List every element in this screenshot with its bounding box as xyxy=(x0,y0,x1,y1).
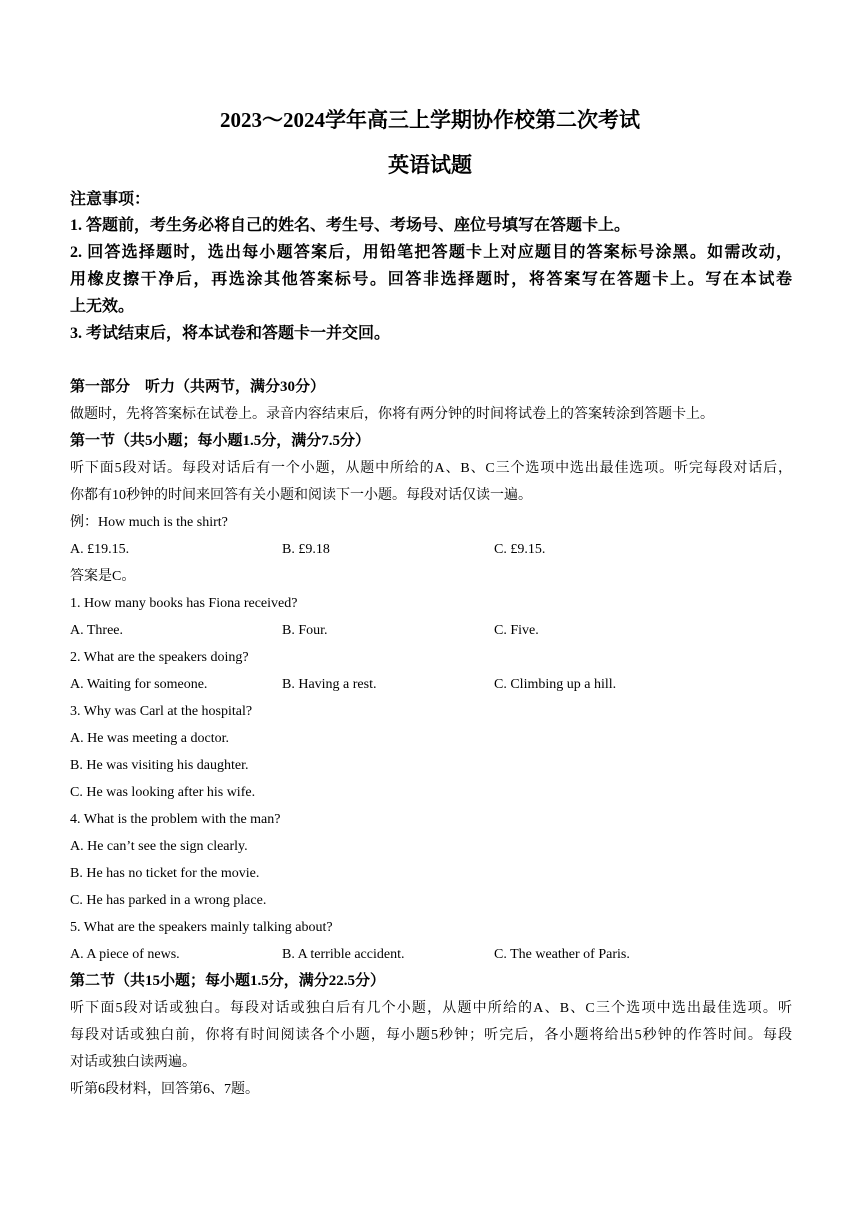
section1-intro-line-1: 听下面5段对话。每段对话后有一个小题，从题中所给的A、B、C三个选项中选出最佳选项。听完每段对话后， xyxy=(70,461,792,476)
example-option-c: C. £9.15. xyxy=(494,542,546,557)
section1-intro-line-2: 你都有10秒钟的时间来回答有关小题和阅读下一小题。每段对话仅读一遍。 xyxy=(70,488,532,503)
question-4-option-a: A. He can’t see the sign clearly. xyxy=(70,839,248,854)
notice-item-2-line-1: 2. 回答选择题时，选出每小题答案后，用铅笔把答题卡上对应题目的答案标号涂黑。如需改动， xyxy=(70,244,792,261)
question-5-option-c: C. The weather of Paris. xyxy=(494,947,630,962)
question-4-option-c: C. He has parked in a wrong place. xyxy=(70,893,267,908)
question-5-option-b: B. A terrible accident. xyxy=(282,947,405,962)
question-4-option-b: B. He has no ticket for the movie. xyxy=(70,866,260,881)
notice-item-2-line-3: 上无效。 xyxy=(70,298,135,315)
notice-heading: 注意事项： xyxy=(70,191,151,208)
question-5-option-a: A. A piece of news. xyxy=(70,947,180,962)
question-1: 1. How many books has Fiona received? xyxy=(70,596,298,611)
passage-6-instruction: 听第6段材料，回答第6、7题。 xyxy=(70,1082,259,1097)
exam-title: 2023～2024学年高三上学期协作校第二次考试 xyxy=(220,108,640,132)
question-3: 3. Why was Carl at the hospital? xyxy=(70,704,253,719)
question-3-option-a: A. He was meeting a doctor. xyxy=(70,731,230,746)
section2-intro-line-2: 每段对话或独白前，你将有时间阅读各个小题，每小题5秒钟；听完后，各小题将给出5秒钟的作答时间。每段 xyxy=(70,1028,792,1043)
question-2-option-b: B. Having a rest. xyxy=(282,677,377,692)
question-1-option-c: C. Five. xyxy=(494,623,539,638)
part1-heading: 第一部分 听力（共两节，满分30分） xyxy=(70,379,326,395)
section2-intro-line-3: 对话或独白读两遍。 xyxy=(70,1055,196,1070)
notice-item-3: 3. 考试结束后，将本试卷和答题卡一并交回。 xyxy=(70,325,391,342)
example-question: 例：How much is the shirt? xyxy=(70,515,228,530)
section1-heading: 第一节（共5小题；每小题1.5分，满分7.5分） xyxy=(70,433,371,449)
question-2-option-a: A. Waiting for someone. xyxy=(70,677,208,692)
question-2-option-c: C. Climbing up a hill. xyxy=(494,677,617,692)
exam-subtitle: 英语试题 xyxy=(388,153,472,177)
notice-item-2-line-2: 用橡皮擦干净后，再选涂其他答案标号。回答非选择题时，将答案写在答题卡上。写在本试卷 xyxy=(70,271,792,288)
example-option-a: A. £19.15. xyxy=(70,542,130,557)
question-1-option-a: A. Three. xyxy=(70,623,123,638)
question-5: 5. What are the speakers mainly talking about? xyxy=(70,920,333,935)
notice-item-1: 1. 答题前，考生务必将自己的姓名、考生号、考场号、座位号填写在答题卡上。 xyxy=(70,217,631,234)
part1-intro: 做题时，先将答案标在试卷上。录音内容结束后，你将有两分钟的时间将试卷上的答案转涂到答题卡上。 xyxy=(70,407,714,422)
question-4: 4. What is the problem with the man? xyxy=(70,812,281,827)
question-3-option-b: B. He was visiting his daughter. xyxy=(70,758,249,773)
question-3-option-c: C. He was looking after his wife. xyxy=(70,785,256,800)
question-1-option-b: B. Four. xyxy=(282,623,328,638)
example-option-b: B. £9.18 xyxy=(282,542,330,557)
section2-heading: 第二节（共15小题；每小题1.5分，满分22.5分） xyxy=(70,973,386,989)
section2-intro-line-1: 听下面5段对话或独白。每段对话或独白后有几个小题，从题中所给的A、B、C三个选项中选出最佳选项。听 xyxy=(70,1001,792,1016)
example-answer: 答案是C。 xyxy=(70,569,136,584)
question-2: 2. What are the speakers doing? xyxy=(70,650,249,665)
